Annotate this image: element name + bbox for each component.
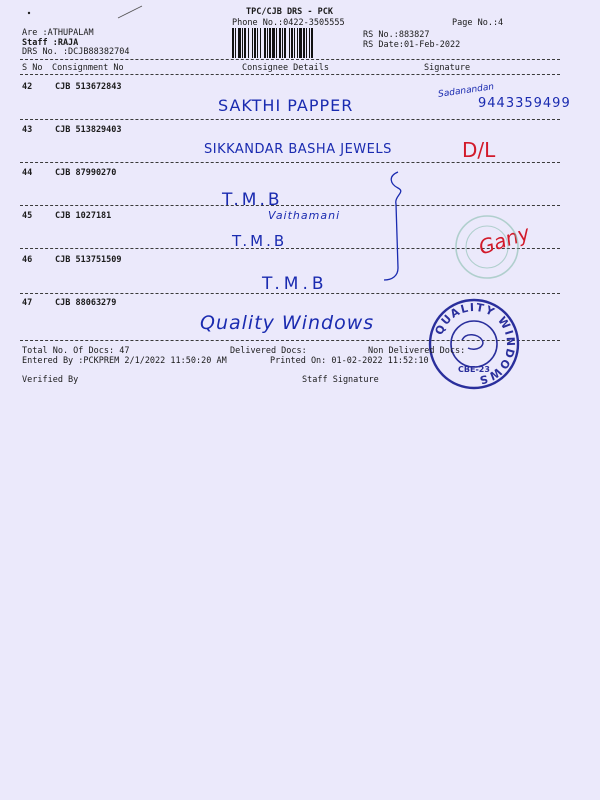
delivered-docs: Delivered Docs: — [230, 346, 307, 356]
handwritten-consignee: Quality Windows — [200, 312, 375, 334]
faded-stamp — [452, 212, 522, 282]
page-number: Page No.:4 — [452, 18, 504, 28]
phone-number: Phone No.:0422-3505555 — [232, 18, 345, 28]
handwritten-consignee: Vaithamani — [268, 209, 341, 222]
staff-signature: Staff Signature — [302, 375, 379, 385]
divider — [20, 74, 560, 75]
row-s-no: 46 — [22, 255, 33, 265]
entered-by: Entered By :PCKPREM 2/1/2022 11:50:20 AM — [22, 356, 227, 366]
barcode — [232, 28, 358, 58]
stamp-text: QUALITY WINDOWS — [432, 300, 518, 387]
drs-number: DRS No. :DCJB88382704 — [22, 47, 130, 57]
handwritten-consignee: T.M.B — [232, 232, 288, 250]
row-divider — [20, 205, 560, 206]
handwritten-consignee: T.M.B — [262, 274, 328, 294]
row-s-no: 47 — [22, 298, 33, 308]
handwritten-brace — [380, 168, 420, 288]
handwritten-phone: 9443359499 — [478, 96, 571, 111]
column-header-consignee: Consignee Details — [242, 63, 329, 73]
non-delivered-docs: Non Delivered Docs: — [368, 346, 466, 356]
handwritten-signature: Sadanandan — [437, 82, 495, 100]
divider — [20, 59, 560, 60]
company-stamp — [426, 296, 522, 392]
column-header-consignment-no: Consignment No — [52, 63, 124, 73]
row-s-no: 42 — [22, 82, 33, 92]
rs-number: RS No.:883827 — [363, 30, 430, 40]
row-divider — [20, 119, 560, 120]
row-s-no: 44 — [22, 168, 33, 178]
row-consignment-no: CJB 513829403 — [55, 125, 122, 135]
verified-by: Verified By — [22, 375, 79, 385]
row-consignment-no: CJB 87990270 — [55, 168, 117, 178]
row-consignment-no: CJB 88063279 — [55, 298, 117, 308]
handwritten-consignee: SIKKANDAR BASHA JEWELS — [204, 142, 392, 157]
printed-on: Printed On: 01-02-2022 11:52:10 — [270, 356, 429, 366]
column-header-s-no: S No — [22, 63, 43, 73]
handwritten-mark: D/L — [462, 138, 496, 162]
row-divider — [20, 162, 560, 163]
row-consignment-no: CJB 1027181 — [55, 211, 112, 221]
handwritten-signature: Gany — [475, 220, 533, 260]
row-consignment-no: CJB 513672843 — [55, 82, 122, 92]
staff-field: Staff :RAJA — [22, 38, 79, 48]
row-consignment-no: CJB 513751509 — [55, 255, 122, 265]
row-s-no: 43 — [22, 125, 33, 135]
handwritten-consignee: T.M.B — [222, 190, 283, 210]
row-s-no: 45 — [22, 211, 33, 221]
document-title: TPC/CJB DRS - PCK — [246, 7, 333, 17]
total-docs: Total No. Of Docs: 47 — [22, 346, 130, 356]
area-field: Are :ATHUPALAM — [22, 28, 94, 38]
handwritten-consignee: SAKTHI PAPPER — [218, 96, 354, 115]
rs-date: RS Date:01-Feb-2022 — [363, 40, 461, 50]
column-header-signature: Signature — [424, 63, 471, 73]
stamp-location: CBE-23 — [458, 365, 490, 374]
